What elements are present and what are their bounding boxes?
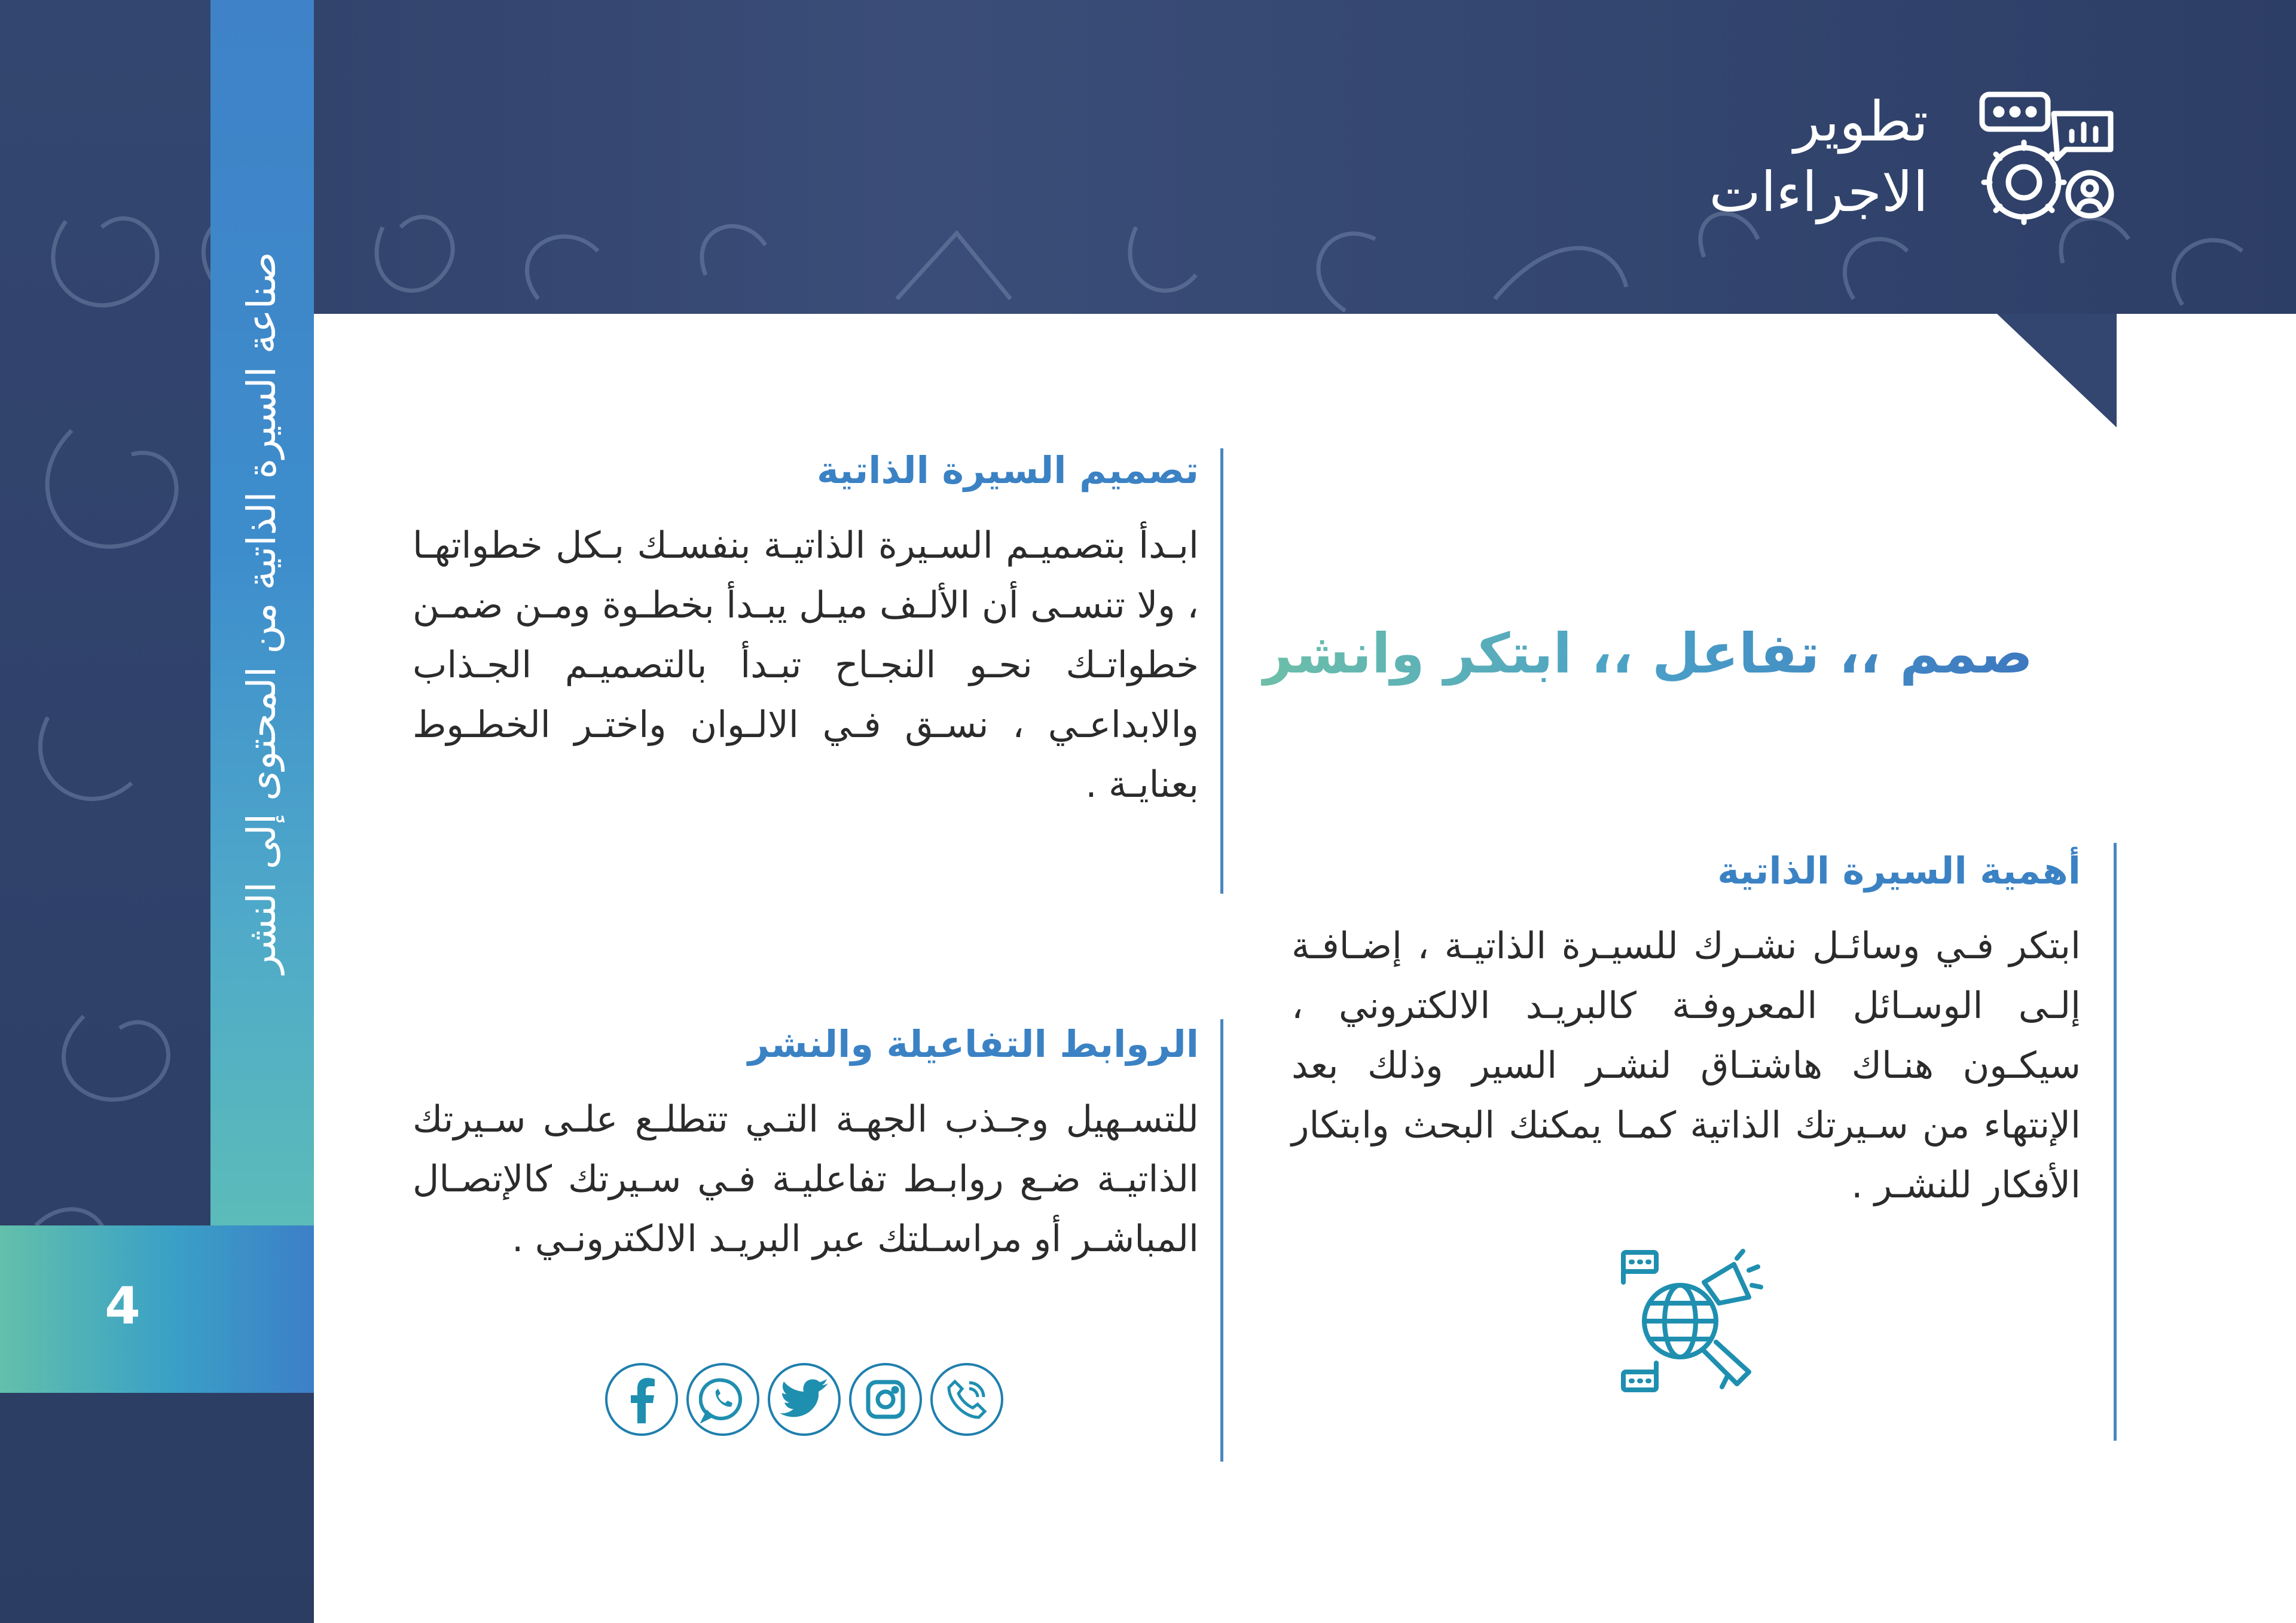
page-number-box (0, 1225, 314, 1393)
instagram-icon[interactable] (849, 1363, 922, 1436)
whatsapp-icon[interactable] (686, 1363, 759, 1436)
slogan (1260, 622, 2033, 686)
section-links (413, 1022, 1199, 1269)
document-side-title: صناعة السيرة الذاتية من المحتوى إلى النشر (239, 252, 285, 974)
divider-center (1220, 448, 1223, 894)
globe-megaphone-icon (1614, 1246, 1764, 1396)
facebook-icon[interactable] (605, 1363, 678, 1436)
section-importance-body: ابتكر فـي وسائـل نشـرك للسيـرة الذاتيـة ، إضـافـة إلـى الوسـائل المعروفـة كالبريـد الالكتروني ، سيكـون هنـاك هاشتـاق لنشـر السير وذلك بعد الإنتهاء من سـيرتك الذاتية كمـا يمكنك البحث وابتكار الأفكار للنشـر . (1292, 925, 2081, 1206)
section-links-body: للتسـهيل وجـذب الجهـة التـي تتطلـع علـى سـيرتك الذاتيـة ضـع روابـط تفاعليـة فـي سـيرتك كالإتصـال المباشـر أو مراسـلتك عبر البريـد الالكترونـي . (413, 1098, 1199, 1260)
header-title-line2: الاجراءات (1709, 160, 1928, 224)
section-design (413, 448, 1199, 815)
header-title-line1: تطوير (1794, 90, 1928, 154)
header-title (1510, 87, 1928, 228)
section-importance-heading: أهمية السيرة الذاتية (1717, 849, 2081, 893)
section-links-heading: الروابط التفاعيلة والنشر (747, 1022, 1199, 1066)
process-gear-icon (1976, 90, 2120, 227)
twitter-icon[interactable] (768, 1363, 841, 1436)
divider-center-lower (1220, 1019, 1223, 1462)
section-design-body: ابـدأ بتصميـم السـيرة الذاتيـة بنفسـك بـكل خطواتهـا ، ولا تنسـى أن الألـف ميـل يبـدأ بخطـوة ومـن ضمـن خطواتـك نحـو النجـاح تبـدأ بالتصميـم الجـذاب والابداعـي ، نسـق فـي الالـوان واختـر الخطـوط بعنايـة . (413, 524, 1199, 806)
divider-right (2114, 843, 2117, 1441)
page-number: 4 (105, 1276, 141, 1336)
section-design-heading: تصميم السيرة الذاتية (817, 448, 1199, 492)
corner-tab (1997, 314, 2117, 427)
phone-icon[interactable] (930, 1363, 1003, 1436)
slogan-text: صمم ،، تفاعل ،، ابتكر وانشر (1260, 622, 2033, 686)
section-importance (1292, 849, 2081, 1215)
